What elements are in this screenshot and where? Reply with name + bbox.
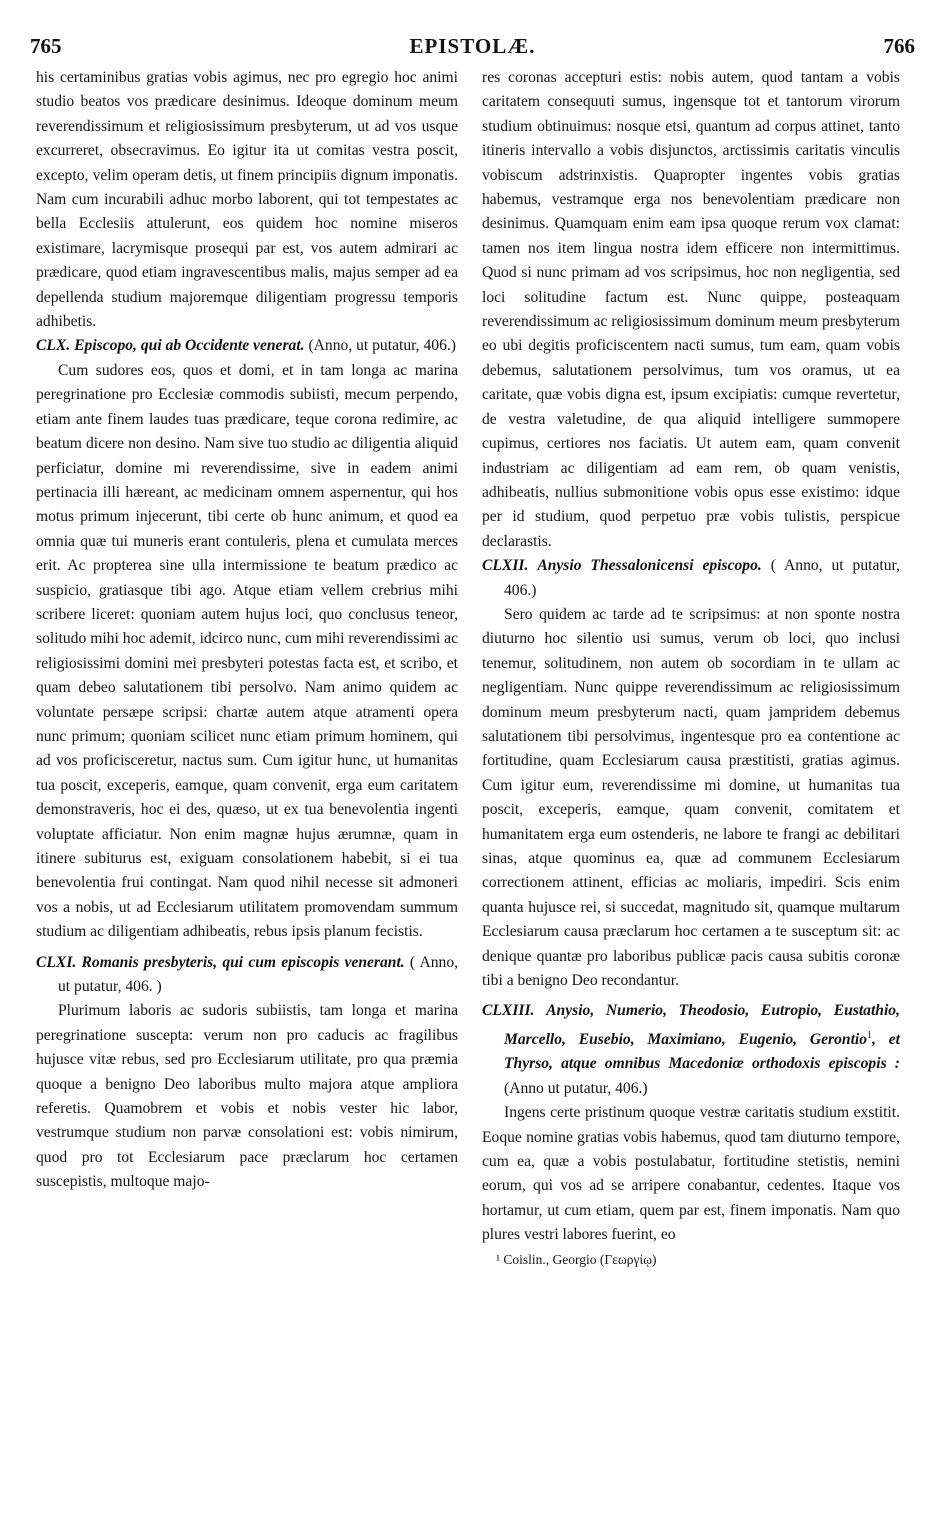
footnote-marker: 1 [867, 1029, 873, 1041]
letter-161-date: ( Anno, ut putatur, 406. ) [58, 953, 459, 996]
running-title: EPISTOLÆ. [409, 34, 536, 58]
page-header [30, 34, 915, 64]
letter-163-addressee: Anysio, Numerio, Theodosio, Eutropio, Eustathio, Marcello, Eusebio, Maximiano, Eugenio, Gerontio [504, 1002, 900, 1049]
letter-162-heading [482, 554, 900, 603]
letter-160-date: (Anno, ut putatur, 406.) [308, 337, 456, 355]
letter-162-addressee: Anysio Thessalonicensi episcopo. [537, 557, 762, 575]
left-column [36, 66, 458, 1195]
letter-163-body: Ingens certe pristinum quoque vestræ caritatis studium exstitit. Eoque nomine gratias vobis habemus, quod tam diuturno tempore, cum ea, quæ a vobis postulabatur, fortitudine stetistis, nemini eorum, qui vos ad se arripere conabantur, cedentes. Itaque vos hortamur, ut cum etiam, quem par est, finem imponatis. Nam quo plures vestri labores fuerint, eo [482, 1104, 900, 1244]
letter-161-body: Plurimum laboris ac sudoris subiistis, tam longa et marina peregrinatione suscepta: verum non pro caducis ac fragilibus hujusce vitæ rebus, sed pro Ecclesiarum utilitate, pro qua præmia quoque a benigno Deo laboribus multo majora atque ampliora referetis. Quamobrem et vobis et nobis vester hic labor, vestrumque studium non parvæ consolationi est: vobis nimirum, quod pro tot Ecclesiarum pace præclarum hoc certamen suscepistis, multoque majo- [36, 1002, 458, 1191]
letter-162-number: CLXII. [482, 557, 529, 575]
continued-paragraph-right: res coronas accepturi estis: nobis autem, quod tantam a vobis caritatem consequuti sumus, ingensque tot et tantorum virorum studium obtinuimus: nosque etsi, quantum ad corpus attinet, tanto itineris intervallo a vobis disjunctos, arctissimis caritatis vinculis vobiscum adstrinxistis. Quapropter ingentes vobis gratias habemus, vestramque erga nos benevolentiam prædicare non desinimus. Quamquam enim eam ipsa quoque rerum vox clamat: tamen nos item lingua nostra idem efficere non intermittimus. Quod si nunc primam ad vos scripsimus, hoc non negligentia, sed loci solitudine factum est. Nunc quippe, posteaquam reverendissimum ac religiosissimum dominum meum presbyterum eo ubi degitis proficiscentem nacti sumus, tum eam, quam vobis debemus, salutationem persolvimus, tum vos oramus, ut ea caritate, quæ vobis digna est, ipsum excipiatis: cumque revertetur, de vestra valetudine, de qua aliquid intelligere summopere cupimus, certiores nos faciatis. Ut autem eam, quam convenit industriam ac diligentiam ad eam rem, ob quam venistis, adhibeatis, nullius submonitione vobis opus esse existimo: idque per id studium, quod perpetuo præ vobis tulistis, perspicue declarastis. [482, 69, 900, 550]
right-column [482, 66, 900, 1272]
letter-163-number: CLXIII. [482, 1002, 535, 1020]
letter-161-addressee: Romanis presbyteris, qui cum episcopis venerant. [81, 953, 405, 971]
letter-162-date: ( Anno, ut putatur, 406.) [504, 557, 901, 599]
letter-163-addressee-cont: , et Thyrso, atque omnibus Macedoniæ orthodoxis episcopis : [504, 1031, 900, 1073]
letter-161-heading [36, 951, 458, 1000]
letter-160-body: Cum sudores eos, quos et domi, et in tam longa ac marina peregrinatione pro Ecclesiæ commodis subiisti, mecum perpendo, etiam ante finem laudes tuas prædicare, teque corona redimire, ac beatum dicere non desino. Nam sive tuo studio ac diligentia aliquid perficiatur, domine mi reverendissime, sive in eadem animi pertinacia illi hæreant, ac medicinam omnem aspernentur, qui hos motus primum injecerunt, tibi certe ob hunc animum, et quod ea omnia quæ tui muneris erant contuleris, plena et cumulata merces erit. Ac propterea sine ulla intermissione te beatum prædico ac suspicio, gratiasque tibi ago. Atque etiam vellem crebrius mihi scribere liceret: quoniam autem hujus loci, quo conclusus teneor, solitudo mihi hoc ademit, idcirco nunc, cum mihi reverendissimi ac religiosissimi domini mei presbyteri potestas facta est, et scribo, et quam debeo salutationem tibi persolvo. Nam animo quidem ac voluntate persæpe scripsi: chartæ autem atque atramenti opera nunc primum; quoniam scilicet nunc etiam primum hominem, qui ad vos proficisceretur, nactus sum. Cum igitur hunc, ut humanitas tua poscit, exceperis, eamque, quam convenit, erga eum caritatem demonstraveris, hoc ei des, quæso, ut ex tua benevolentia ingenti voluptate afficiatur. Non enim magnæ hujus ærumnæ, quam in itinere subiturus est, exiguam consolationem habebit, si ei tua benevolentia frui contingat. Nam quod nihil necesse sit admoneri vos a nobis, ut ad Ecclesiarum utilitatem promovendam summum studium ac diligentiam adhibeatis, rebus ipsis planum fecistis. [36, 361, 458, 941]
letter-160-number: CLX. [36, 337, 71, 355]
right-page-number: 766 [883, 34, 915, 58]
letter-162-body: Sero quidem ac tarde ad te scripsimus: at non sponte nostra diuturno hoc silentio usi sumus, verum ob loci, quo inclusi tenemur, solitudinem, non autem ob socordiam in te ullam ac negligentiam. Nunc quippe reverendissimum ac religiosissimum dominum meum presbyterum nacti, quam jampridem debemus salutationem tibi persolvimus, ingentesque pro ea contentione ac fortitudine, quam Ecclesiarum causa præstitisti, gratias agimus. Cum igitur eum, reverendissime mi domine, ut humanitas tua poscit, exceperis, eamque, quam convenit, comitatem et humanitatem erga eum ostenderis, ne labore te frangi ac debilitari sinas, atque quominus ea, quæ ad communem Ecclesiarum correctionem attinent, efficias ac moliaris, impediri. Scis enim quanta hujusce rei, si succedat, magnitudo sit, quamque multarum Ecclesiarum causa præclarum hoc certamen a te susceptum sit: ac denique quantæ pro laboribus publicæ pacis causa subitis coronæ tibi a benigno Deo recondantur. [482, 605, 900, 990]
letter-160-heading [36, 334, 458, 358]
letter-160-addressee: Episcopo, qui ab Occidente venerat. [74, 337, 305, 355]
letter-163-date: (Anno ut putatur, 406.) [504, 1079, 648, 1097]
left-page-number: 765 [30, 34, 62, 58]
letter-161-number: CLXI. [36, 953, 77, 971]
footnote: ¹ Coislin., Georgio (Γεωργίῳ) [496, 1251, 657, 1267]
letter-163-heading [482, 999, 900, 1101]
continued-paragraph: his certaminibus gratias vobis agimus, nec pro egregio hoc animi studio beatos vos prædicare desinimus. Ideoque dominum meum reverendissimum et religiosissimum presbyterum, ut ad vos usque excurreret, obsecravimus. Eo igitur ita ut comitas vestra poscit, excepto, velim operam detis, ut finem principiis dignum imponatis. Nam cum incurabili adhuc morbo laborent, qui tot tempestates ac bella Ecclesiis attulerunt, eos quidem hoc nomine miseros existimare, lacrymisque prosequi par est, vos autem admirari ac prædicare, quod etiam ingravescentibus malis, majus semper ad ea depellenda studium majoremque diligentiam progressu temporis adhibetis. [36, 69, 458, 331]
